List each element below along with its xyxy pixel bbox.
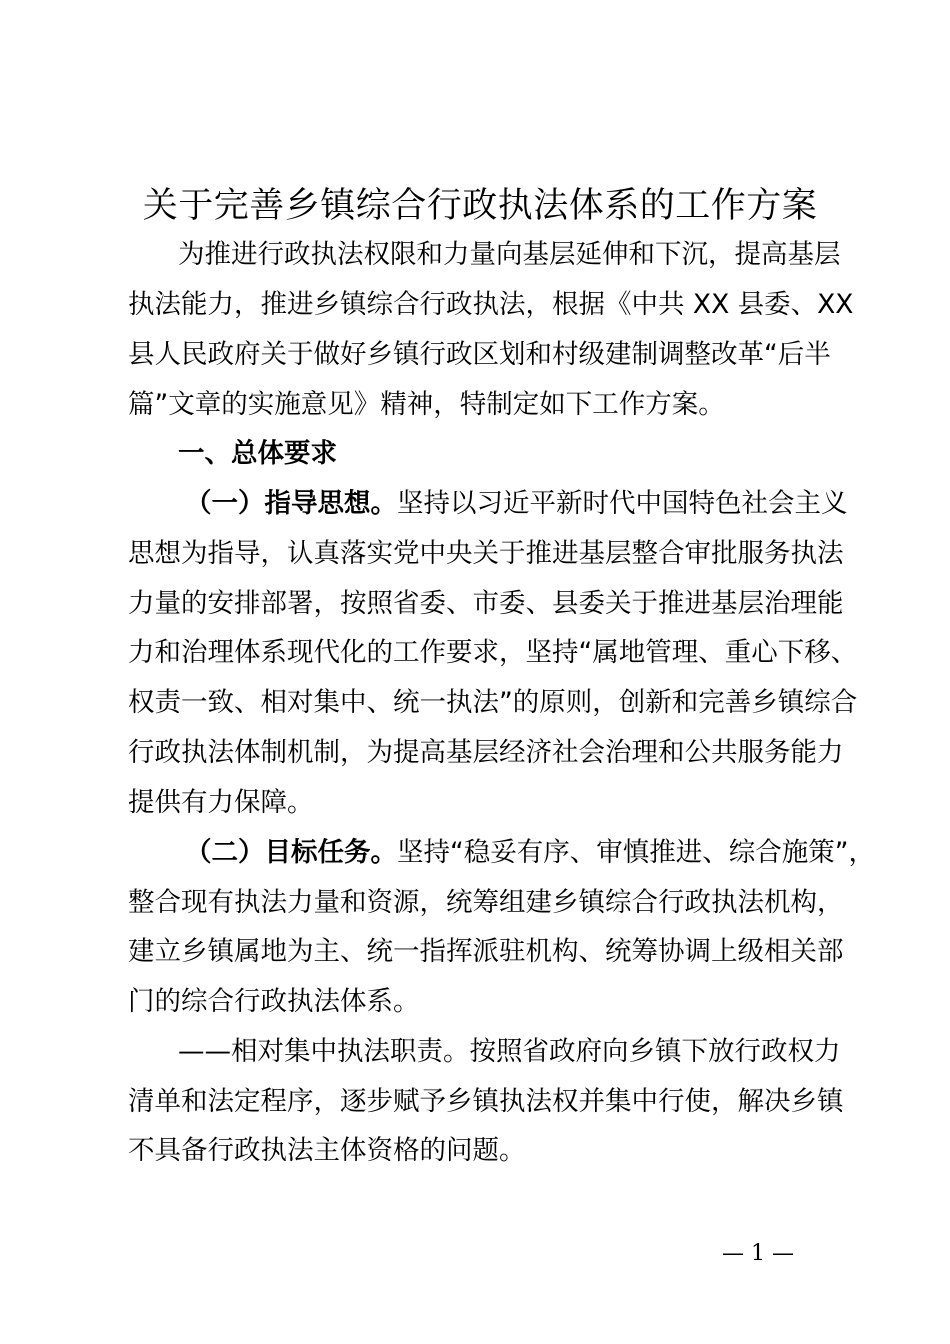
duties-line-2: 清单和法定程序，逐步赋予乡镇执法权并集中行使，解决乡镇 bbox=[128, 1086, 844, 1117]
goals-paragraph-line-1 bbox=[185, 833, 875, 873]
goals-line-3: 建立乡镇属地为主、统一指挥派驻机构、统筹协调上级相关部 bbox=[128, 936, 844, 967]
goals-label: （二）目标任务。 bbox=[185, 837, 397, 868]
guiding-line-6: 行政执法体制机制，为提高基层经济社会治理和公共服务能力 bbox=[128, 737, 844, 768]
guiding-line-3: 力量的安排部署，按照省委、市委、县委关于推进基层治理能 bbox=[128, 588, 844, 619]
goals-text: 坚持“稳妥有序、审慎推进、综合施策”， bbox=[397, 837, 875, 868]
guiding-text: 坚持以习近平新时代中国特色社会主义 bbox=[397, 488, 848, 519]
duties-line-3: 不具备行政执法主体资格的问题。 bbox=[128, 1135, 526, 1166]
intro-line-3: 县人民政府关于做好乡镇行政区划和村级建制调整改革“后半 bbox=[128, 339, 831, 370]
guiding-line-4: 力和治理体系现代化的工作要求，坚持“属地管理、重心下移、 bbox=[128, 637, 858, 668]
guiding-line-2: 思想为指导，认真落实党中央关于推进基层整合审批服务执法 bbox=[128, 538, 844, 569]
section-heading: 一、总体要求 bbox=[178, 438, 337, 469]
intro-line-4: 篇”文章的实施意见》精神，特制定如下工作方案。 bbox=[128, 389, 725, 420]
intro-line-1: 为推进行政执法权限和力量向基层延伸和下沉，提高基层 bbox=[178, 239, 841, 270]
goals-line-4: 门的综合行政执法体系。 bbox=[128, 986, 420, 1017]
page-number: — 1 — bbox=[722, 1241, 794, 1266]
guiding-line-7: 提供有力保障。 bbox=[128, 787, 314, 818]
intro-line-2: 执法能力，推进乡镇综合行政执法，根据《中共 XX 县委、XX bbox=[128, 289, 854, 320]
duties-line-1: ——相对集中执法职责。按照省政府向乡镇下放行政权力 bbox=[178, 1036, 841, 1067]
guiding-line-5: 权责一致、相对集中、统一执法”的原则，创新和完善乡镇综合 bbox=[128, 687, 858, 718]
document-title: 关于完善乡镇综合行政执法体系的工作方案 bbox=[142, 186, 818, 226]
goals-line-2: 整合现有执法力量和资源，统筹组建乡镇综合行政执法机构， bbox=[128, 887, 844, 918]
guiding-label: （一）指导思想。 bbox=[185, 488, 397, 519]
guiding-paragraph-line-1 bbox=[185, 484, 848, 524]
